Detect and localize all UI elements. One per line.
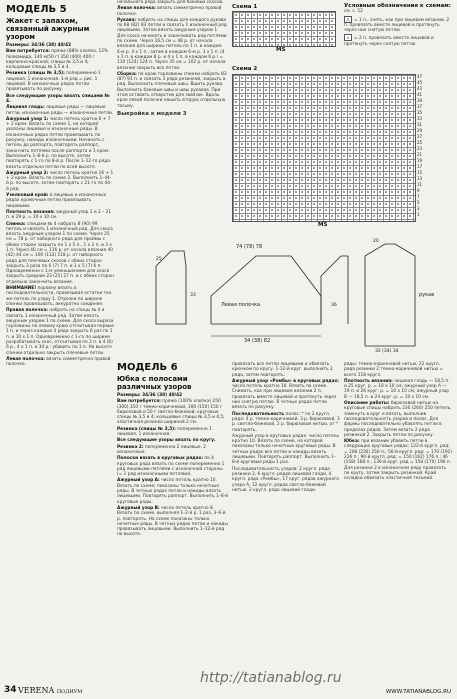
legend-symbol-1: ⋀	[344, 16, 352, 23]
svg-text:20: 20	[373, 239, 379, 244]
spindle-label: Спинка:	[6, 221, 26, 227]
scheme2-ms: MS	[318, 222, 328, 228]
scheme1-label: Схема 1	[232, 4, 258, 10]
legend-ref: см. с. 52	[344, 9, 363, 15]
attention-label: ВНИМАНИЕ!	[6, 286, 37, 292]
stripes-label: Полоски вязать в круговых рядах:	[117, 456, 203, 462]
description-label: Описание работы:	[344, 401, 390, 407]
assembly-label: Сборка:	[117, 71, 137, 77]
yarn6-label: Вам потребуется:	[117, 399, 161, 405]
all-pattern: Все следующие узоры вязать спицами № 4.	[6, 93, 110, 104]
all6-label: Все следующие узоры вязать по кругу.	[117, 438, 216, 444]
seq-label: Последовательность	[232, 411, 285, 417]
density-label: Плотность вязания:	[6, 209, 55, 215]
cutout-dim-bottom: 34 (38) 82	[244, 338, 271, 344]
sizes-label: Размеры: 34/36 (38) 40/42	[6, 43, 72, 48]
left-column: МОДЕЛЬ 5 Жакет с запахом, связанный ажурным узором Размеры: 34/36 (38) 40/42 Вам потребуется: пряжа (88% хлопка, 12% полиамида, 140 м/50 г) 350 (400) 400 г кирпично-красной; спицы № 3,5 и 4; кольцевые спицы № 3,5 и 4. Резинка (спицы № 3,5): попеременно 1 лицевая, 1 изнаночная. 1-й ряд = рис. 1 лицевой. В изнаночных рядах петли провязывать по рисунку. Все следующие узоры вязать спицами № 4. Лицевая гладь: лицевые ряды — лицевые петли, изнаночные ряды — изнаночные петли. Ажурный узор 1: число петель кратно 6 + 7 + 2 кром. Вязать по схеме 1, на которой указаны лицевые и изнаночные ряды. В изнаночных рядах петли провязывать по рисунку, накиды изнаночными. Начинать с петель до раппорта, повторять раппорт, закончить петлями после раппорта и 1 кром. Выполнить 1–8-й р. по высоте, затем повторять с 1-го по 8-й р. После 1–12-го ряда вязать отдельно петли по всей высоте. Ажурный узор 2: число петель кратно 16 + 1 + 2 кром. Вязать по схеме 2. Выполнить 1–44-й р. по высоте, затем повторять с 21-го по 44-й ряд. Узелковый край: в лицевых и изнаночных рядах кромочные петли провязывать лицевыми. Плотность вязания: ажурный узор 1 и 2 – 21 п. и 29 р. = 10 х 10 см. Спинка: спицами № 4 набрать 8 (90) 99 петель и связать 1 изнаночный ряд. Для скоса вязать ажурным узором 1 по схеме. Через 25 см = 78 р. от наборного ряда для проймы с обеих сторон закрыть по 1 х 5 п., 1 х 2 п. и 3 х 1 п. Через 40 см = 116 р. от начала вязания 40 (42) 44 см = 100 (112) 118 р. от наборного ряда для плечевых скосов с обеих сторон закрыть 3 раза по 6 (7) 7 п. и 1 х 5 (7) 6 п. Одновременно с 1-м уменьшением для скоса закрыть средние 23 (25) 27 п. и с обеих сторон отдельно закончить вязание. ВНИМАНИЕ! поровну вязать в последовательности, провязывая остатки тех же петель по узору 1. Отрезки по ширине спинки провязывать, аккуратно соединяя. Правая полочка: набрать на спицы № 4 и связать 1 изнаночный ряд. Затем вязать ажурным узором 1 по схеме. Для скоса выреза горловины по левому краю отсчитывая первые 1 п. и через каждые 4 ряда закрыть 6 раз по 1 п. и 10 х 1 п. Одновременно с 1-го по ширине разрабатывать скос, отсчитывая по 2 п. в 4 (6) 6 р., 4 х 1 п. и 34 р.: убавить по 1 п. На высоте спинки отдельно закрыть плечевые петли. Левая полочка: вязать симметрично правой полочке.	[6, 4, 114, 368]
sizes6-label: Размеры: 34/36 (38) 40/42	[117, 393, 183, 398]
skirt-title: Юбка с полосами различных узоров	[117, 375, 192, 391]
right-shelf-label: Правая полочка:	[6, 308, 48, 314]
cutout-title: Выкройка к модели 3	[117, 110, 187, 117]
middle-column-top: начального ряда закрыть для боковых скосов. Левая полочка: вязать симметрично правой полочке. Рукава: набрать на спицы для каждого рукава по 68 (82) 83 петли и связать 1 изнаночный ряд лицевыми. Затем вязать ажурным узором 1. Для скоса начинать и заканчивать ряд петлями по схеме. Через 16,5 см = 48 р. от начала вязания для ширины петель по 1 п. в каждом 4-м р. 4 х 1 п., затем в каждом 6-м р. 3 х 1 п. (4 х 1 п. в каждом 8 р. и 4 х 1 п. в каждом 6 р.) = 110 (124) 124 п. Через 35 см = 102 р. от начала вязания закрыть все петли. Сборка: по краю горловины спинки набрать 83 (87) 91 п. и связать 3 ряда резинкой, закрыть в ряд. Выполнить плечевые швы. Вшить рукава. Выполнить боковые швы и швы рукавов. При этом оставить отверстие для завязок. Вдоль края левой полочки нашить вторую отдельную тесьму. Выкройка к модели 3	[117, 0, 227, 117]
cutout-label-front: Левая полочка	[221, 302, 261, 308]
openwork-rhomb-label: Ажурный узор «Ромбы» в круговых рядах:	[232, 378, 339, 384]
sleeves-label: Рукава:	[117, 17, 137, 23]
page-number: 34	[4, 685, 17, 695]
legend-block	[344, 4, 452, 48]
spokes-label: Резинка (спицы № 3,5):	[6, 71, 65, 77]
scheme2-grid	[232, 74, 416, 222]
edge-label: Узелковый край:	[6, 193, 49, 199]
face-smooth-label: Лицевая гладь:	[6, 105, 45, 111]
legend-title: Условные обозначения к схемам:	[344, 3, 452, 9]
watermark-url: http://tatianablog.ru	[200, 670, 342, 686]
legend-item-1: = 1 п., снять, как при лицевом вязании, 2 п. провязать вместе лицевой и протянуть через них снятую петлю	[344, 17, 450, 34]
brand-logo: VERENA ПОДИУМ	[18, 686, 83, 695]
cutout-back-shape	[211, 256, 321, 324]
model5-title: МОДЕЛЬ 5	[6, 4, 67, 15]
skirt-label: Юбка:	[344, 439, 360, 445]
openwork-a-label: Ажурный узор А:	[117, 478, 160, 484]
openwork2-label: Ажурный узор 2:	[6, 170, 49, 176]
band2-label: Резинка 2:	[117, 444, 144, 450]
right-column: ряды: темно-коричневой нитью, 22 кругл. ряда резинки 2 темно-коричневой нитью = всего 118 кругл. Плотность вязания: лицевая гладь — 18,5 п. и 25 круг. р. = 10 х 10 см; ажурный узор A — 19 п. и 26 круг. р. = 10 х 10 см; ажурный узор B — 18,5 п. и 24 круг. р. = 10 х 10 см. Описание работы: бирюзовой нитью на круговые спицы набрать 230 (260) 250 петель, замкнуть в круг и вязать, выполнив последовательность узоров и полос. Для формы последовательно убавлять петли в пределах рядов. Затем вязать 2 ряда резинкой 2. Закрыть петли по рисунку. Юбка: при вязании убавить петли в следующих круговых рядах: 122-й кругл. ряд: = 208 (230) 250 п.; 56-й кругл. ряд: = 170 (192) 226 п.; 90-й кругл. ряд: = 150 (162) 176 п.; 46 (158) 168 п.; 136-й круг. ряд = 158 (170) 190 п. Для резинки 2 в изнаночном ряду провязать по кругу, затем закрыть резинкой. Край складки обвязать эластичной тесьмой.	[344, 362, 452, 482]
svg-text:33: 33	[190, 293, 196, 298]
sleeve-cutout-label: рукав	[419, 292, 435, 298]
scheme1-grid	[232, 11, 336, 47]
legend-item-2: = 2 п. провязать вместе лицевой и протянуть через снятую петлю	[344, 36, 434, 47]
legend-symbol-2: ⋏	[344, 34, 352, 41]
cutout-diagram	[116, 236, 356, 356]
scheme2-label: Схема 2	[232, 66, 258, 72]
scheme2-row-numbers: 47 45 43 41 39 37 35 33 31 29 27 25 23 21 19 17 15 13 11 9 7 5 3 1	[417, 74, 423, 217]
model6-block: МОДЕЛЬ 6 Юбка с полосами различных узоров Размеры: 34/36 (38) 40/42 Вам потребуется: пряжа (100% хлопка) 250 (300) 350 г темно-коричневой, 100 (150) 150 г бирюзовой и 50 г светло-бежевой; круговые спицы № 3,5 и 4; кольцевые спицы № 3,5 и 4,5; эластичная резинка шириной 2 см. Резинка (спицы № 3,5): попеременно 1 лицевая, 1 изнаночная. Все следующие узоры вязать по кругу. Резинка 2: попеременно 2 лицевые, 2 изнаночные. Полоски вязать в круговых рядах: по 4 круговых ряда вязать по схеме попеременно 1 ряд лицевыми петлями с изнаночной стороны (= 1 ряд изнаночными петлями). Ажурный узор А: число петель кратно 10. Вязать по схеме; показаны только нечетные ряды. В четных рядах петли и накиды вязать лицевыми. Повторять раппорт. Выполнить 1–8-й круговые ряды. Ажурный узор В: число петель кратно 8. Вязать по схеме, выполняя 1–2-й р. 1 раз, 3–6-й р. повторять. На схеме показаны только нечетные ряды. В четных рядах петли и накиды провязывать лицевыми. Выполнить 1–12-й ряд по высоте.	[117, 362, 229, 538]
svg-text:36: 36	[331, 303, 337, 308]
blog-url: WWW.TATIANABLOG.RU	[385, 689, 451, 695]
scheme1-ms: MS	[276, 47, 286, 53]
jacket-title: Жакет с запахом, связанный ажурным узором	[6, 17, 90, 41]
openwork1-label: Ажурный узор 1:	[6, 116, 49, 122]
sleeve-cutout	[355, 236, 451, 354]
svg-text:32 (34) 34: 32 (34) 34	[375, 349, 399, 354]
right-middle-column: провязать все петли лицевыми и обвязать крючком по кругу. 1-12-й круг. выполнить 2 ряда, затем повторять. Ажурный узор «Ромбы» в круговых рядах: число петель кратно 10. Вязать по схеме. Снимать, как при лицевом вязании 2 п. провязать вместе лицевой и протянуть через них снятую петлю. В четных рядах петли вязать по рисунку. Последовательность полос: * по 2 кругл. ряда: 4 р. темно-коричневой, 3 р. бирюзовой, 3 р. светло-бежевой, 2 р. бирюзовой нитью, от * повторять. Ажурный узор в круговых рядах: число петель кратно 10. Вязать по схеме, на которой показаны только нечетные круговые ряды. В четных рядах все петли и накиды вязать лицевыми. Повторять раппорт. Выполнить 1–8-й круговые ряды 1 раз. Последовательность узоров: 2 кругл. ряда резинки 2, 6 кругл. рядов лицевой глади, 4 кругл. ряда «Ромбы», 17 круг. рядов ажурного узора A, 12 кругл. рядов светло-бежевой нитью. 2 кругл. ряда лицевой глади.	[232, 362, 340, 493]
cutout-dim-top: 74 (78) 78	[236, 244, 263, 250]
density6-label: Плотность вязания:	[344, 378, 393, 384]
cutout-front-shape	[321, 256, 348, 324]
yarn-label: Вам потребуется:	[6, 49, 50, 55]
band-label: Резинка (спицы № 3,5):	[117, 426, 176, 432]
left-shelf-label: Левая полочка:	[6, 356, 45, 362]
openwork-b-label: Ажурный узор В:	[117, 505, 160, 511]
svg-text:25: 25	[156, 257, 162, 262]
model6-title: МОДЕЛЬ 6	[117, 362, 178, 373]
mid-left-shelf: Левая полочка:	[117, 6, 156, 12]
